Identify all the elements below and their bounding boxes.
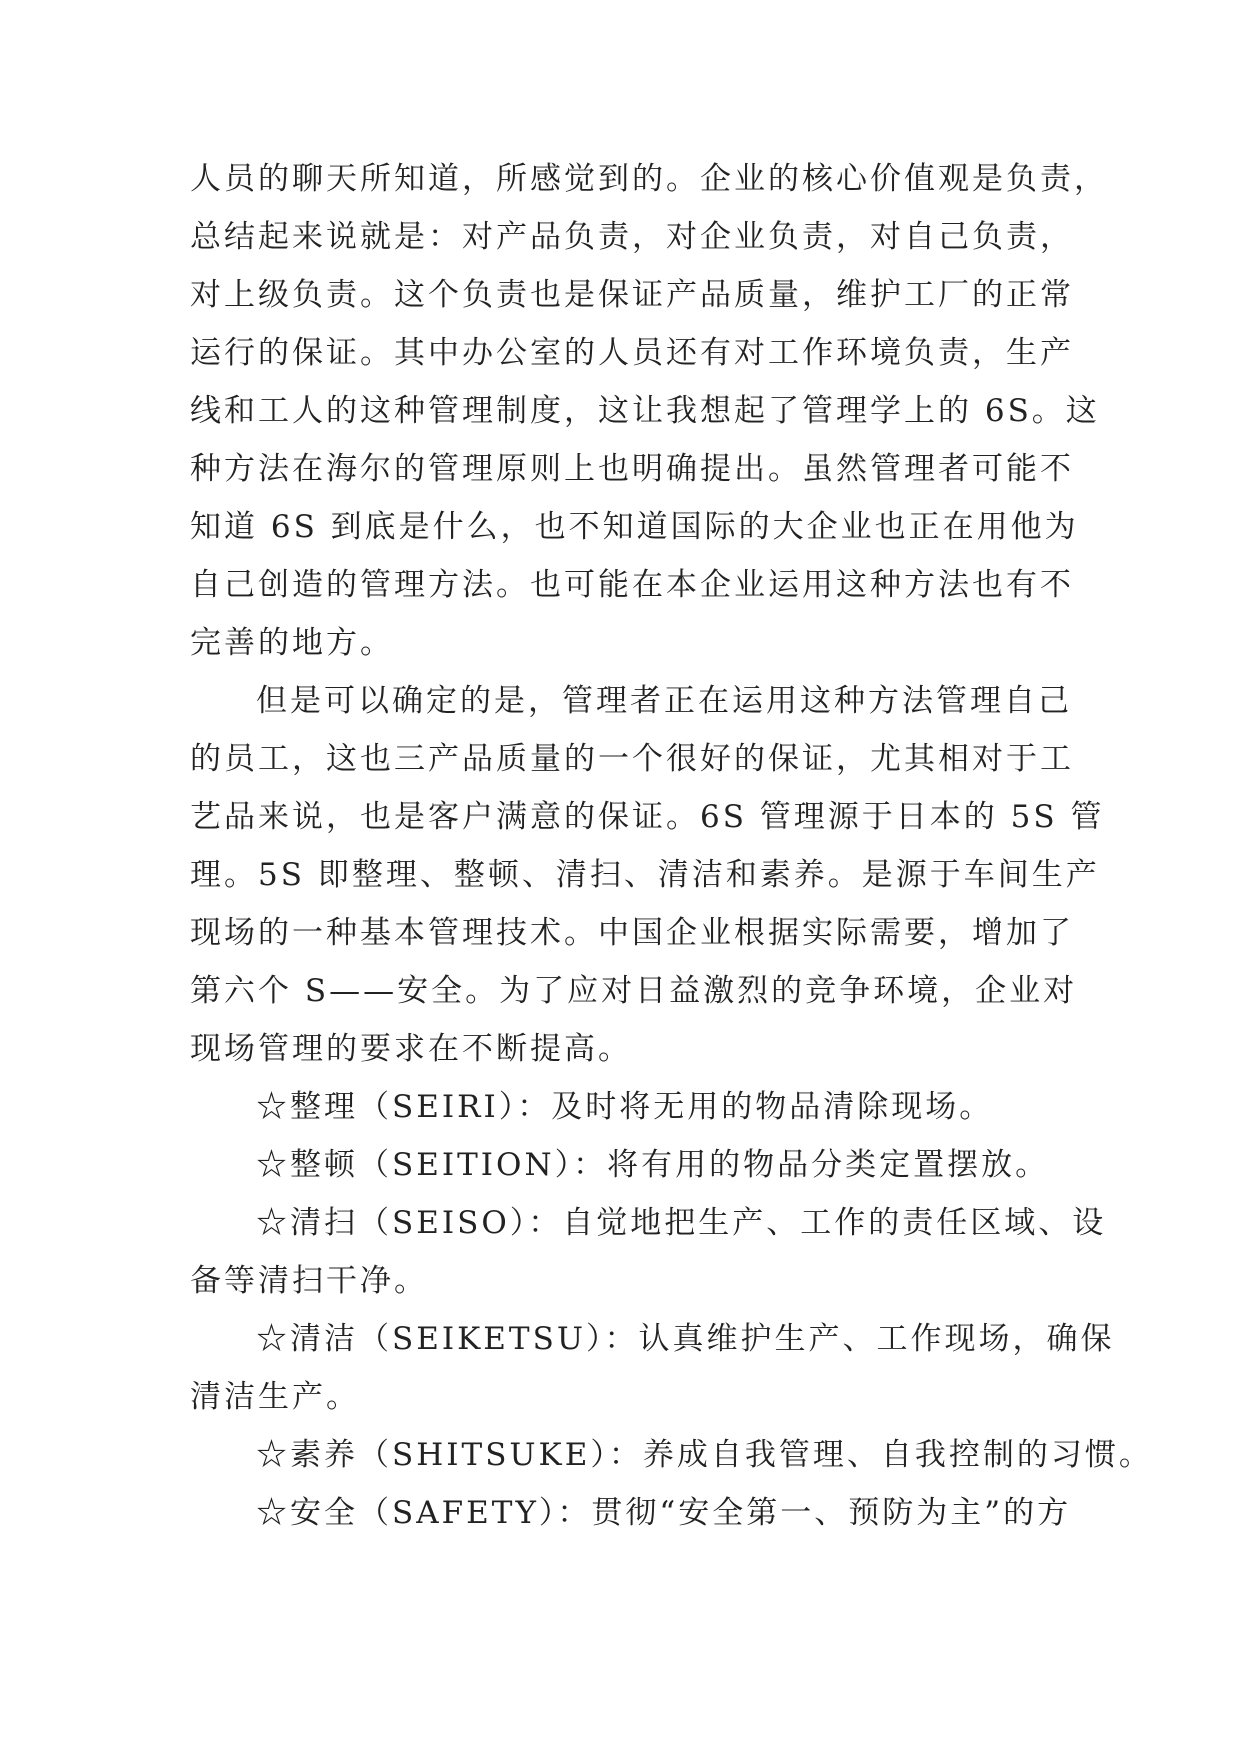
list-item-seiketsu: ☆清洁（SEIKETSU）：认真维护生产、工作现场，确保 (256, 1321, 1115, 1357)
text-line: 理。5S 即整理、整顿、清扫、清洁和素养。是源于车间生产 (190, 857, 1100, 893)
text-line: 完善的地方。 (190, 625, 394, 661)
list-item-seiri: ☆整理（SEIRI）：及时将无用的物品清除现场。 (256, 1089, 994, 1125)
text-line: 知道 6S 到底是什么，也不知道国际的大企业也正在用他为 (190, 509, 1079, 545)
text-line: 艺品来说，也是客户满意的保证。6S 管理源于日本的 5S 管 (190, 799, 1105, 835)
text-line: 第六个 S——安全。为了应对日益激烈的竞争环境，企业对 (190, 973, 1078, 1009)
text-line: 对上级负责。这个负责也是保证产品质量，维护工厂的正常 (190, 277, 1074, 313)
text-line: 现场管理的要求在不断提高。 (190, 1031, 632, 1067)
text-line: 种方法在海尔的管理原则上也明确提出。虽然管理者可能不 (190, 451, 1074, 487)
paragraph-first-line: 但是可以确定的是，管理者正在运用这种方法管理自己 (256, 683, 1072, 719)
text-line: 的员工，这也三产品质量的一个很好的保证，尤其相对于工 (190, 741, 1074, 777)
text-line: 现场的一种基本管理技术。中国企业根据实际需要，增加了 (190, 915, 1074, 951)
list-item-seiso: ☆清扫（SEISO）：自觉地把生产、工作的责任区域、设 (256, 1205, 1107, 1241)
text-line: 总结起来说就是：对产品负责，对企业负责，对自己负责， (190, 219, 1074, 255)
list-item-safety: ☆安全（SAFETY）：贯彻“安全第一、预防为主”的方 (256, 1495, 1072, 1531)
text-line: 运行的保证。其中办公室的人员还有对工作环境负责，生产 (190, 335, 1074, 371)
list-item-seiso-continued: 备等清扫干净。 (190, 1263, 428, 1299)
text-line: 线和工人的这种管理制度，这让我想起了管理学上的 6S。这 (190, 393, 1100, 429)
list-item-shitsuke: ☆素养（SHITSUKE）：养成自我管理、自我控制的习惯。 (256, 1437, 1153, 1473)
list-item-seition: ☆整顿（SEITION）：将有用的物品分类定置摆放。 (256, 1147, 1050, 1183)
list-item-seiketsu-continued: 清洁生产。 (190, 1379, 360, 1415)
text-line: 人员的聊天所知道，所感觉到的。企业的核心价值观是负责， (190, 161, 1108, 197)
text-line: 自己创造的管理方法。也可能在本企业运用这种方法也有不 (190, 567, 1074, 603)
